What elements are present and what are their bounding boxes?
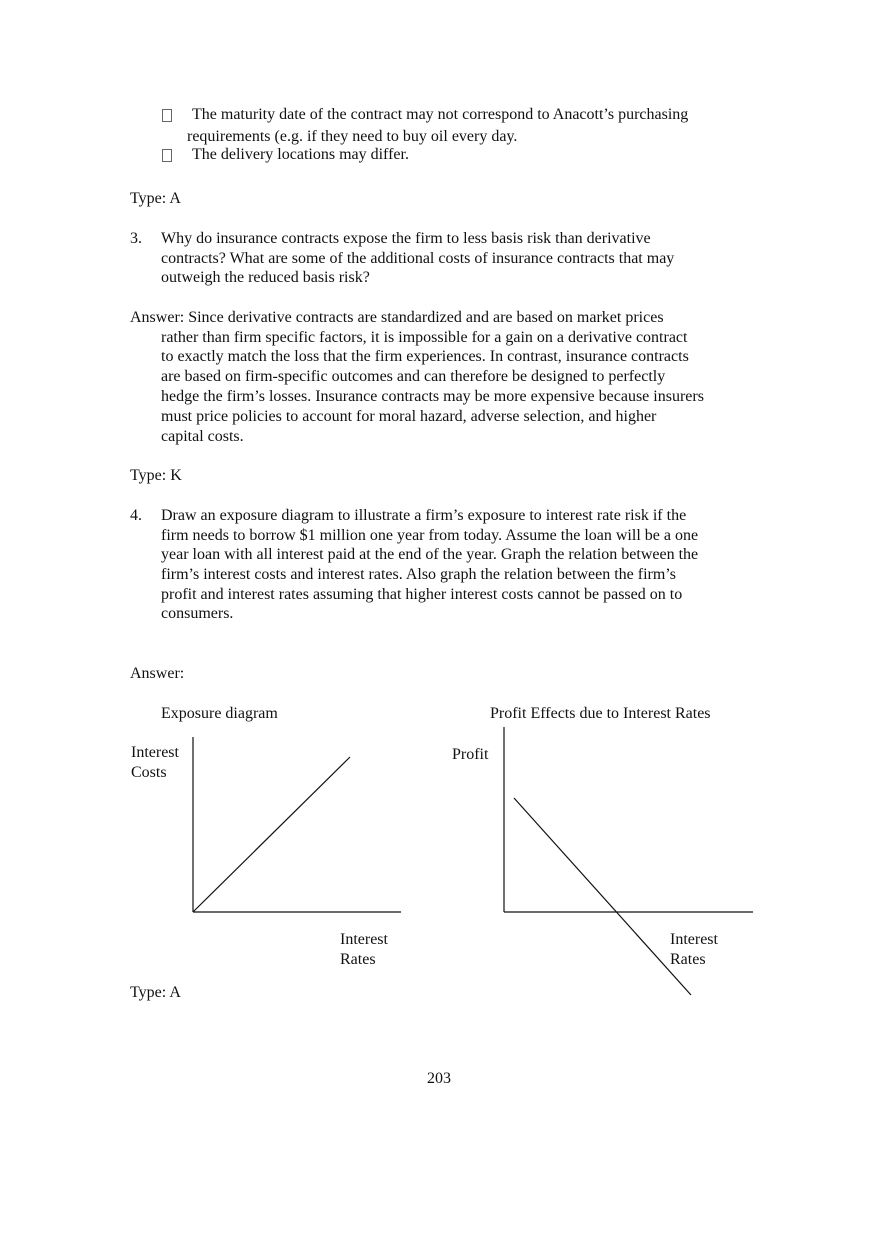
answer-3-line: must price policies to account for moral hazard, adverse selection, and higher xyxy=(161,408,657,425)
question-4-line: Draw an exposure diagram to illustrate a firm’s exposure to interest rate risk if the xyxy=(161,507,687,524)
question-3-line: outweigh the reduced basis risk? xyxy=(161,269,370,286)
profit-diagram-xlabel: Rates xyxy=(670,951,706,968)
answer-3-line: Answer: Since derivative contracts are standardized and are based on market prices xyxy=(130,309,664,326)
answer-3-line: rather than firm specific factors, it is impossible for a gain on a derivative contract xyxy=(161,329,688,346)
question-3-line: contracts? What are some of the additional costs of insurance contracts that may xyxy=(161,250,675,267)
page-number: 203 xyxy=(427,1070,451,1087)
bullet-2-line-1: The delivery locations may differ. xyxy=(192,146,409,163)
exposure-diagram-xlabel: Interest xyxy=(340,931,388,948)
interest-costs-line xyxy=(193,757,350,912)
question-4-line: profit and interest rates assuming that higher interest costs cannot be passed on to xyxy=(161,586,683,603)
exposure-diagram-xlabel: Rates xyxy=(340,951,376,968)
question-4-line: firm’s interest costs and interest rates. Also graph the relation between the firm’s xyxy=(161,566,676,583)
question-4-line: consumers. xyxy=(161,605,234,622)
answer-3-line: are based on firm-specific outcomes and can therefore be designed to perfectly xyxy=(161,368,666,385)
profit-diagram-xlabel: Interest xyxy=(670,931,718,948)
exposure-diagram-ylabel: Costs xyxy=(131,764,167,781)
exposure-diagram-ylabel: Interest xyxy=(131,744,179,761)
question-number: 4. xyxy=(130,507,142,524)
bullet-1-line-2: requirements (e.g. if they need to buy oil every day. xyxy=(187,128,518,145)
type-label: Type: A xyxy=(130,190,181,207)
bullet-1-line-1: The maturity date of the contract may not correspond to Anacott’s purchasing xyxy=(192,106,689,123)
exposure-diagram-title: Exposure diagram xyxy=(161,705,278,722)
profit-diagram-ylabel: Profit xyxy=(452,746,489,763)
profit-line xyxy=(514,798,691,995)
answer-3-line: capital costs. xyxy=(161,428,244,445)
question-4-line: firm needs to borrow $1 million one year from today. Assume the loan will be a one xyxy=(161,527,699,544)
answer-3-line: to exactly match the loss that the firm experiences. In contrast, insurance contracts xyxy=(161,348,689,365)
question-number: 3. xyxy=(130,230,142,247)
profit-diagram-title: Profit Effects due to Interest Rates xyxy=(490,705,711,722)
answer-3-line: hedge the firm’s losses. Insurance contracts may be more expensive because insurers xyxy=(161,388,704,405)
question-3-line: Why do insurance contracts expose the firm to less basis risk than derivative xyxy=(161,230,651,247)
type-label: Type: A xyxy=(130,984,181,1001)
type-label: Type: K xyxy=(130,467,182,484)
answer-4-label: Answer: xyxy=(130,665,185,682)
question-4-line: year loan with all interest paid at the end of the year. Graph the relation between the xyxy=(161,546,699,563)
